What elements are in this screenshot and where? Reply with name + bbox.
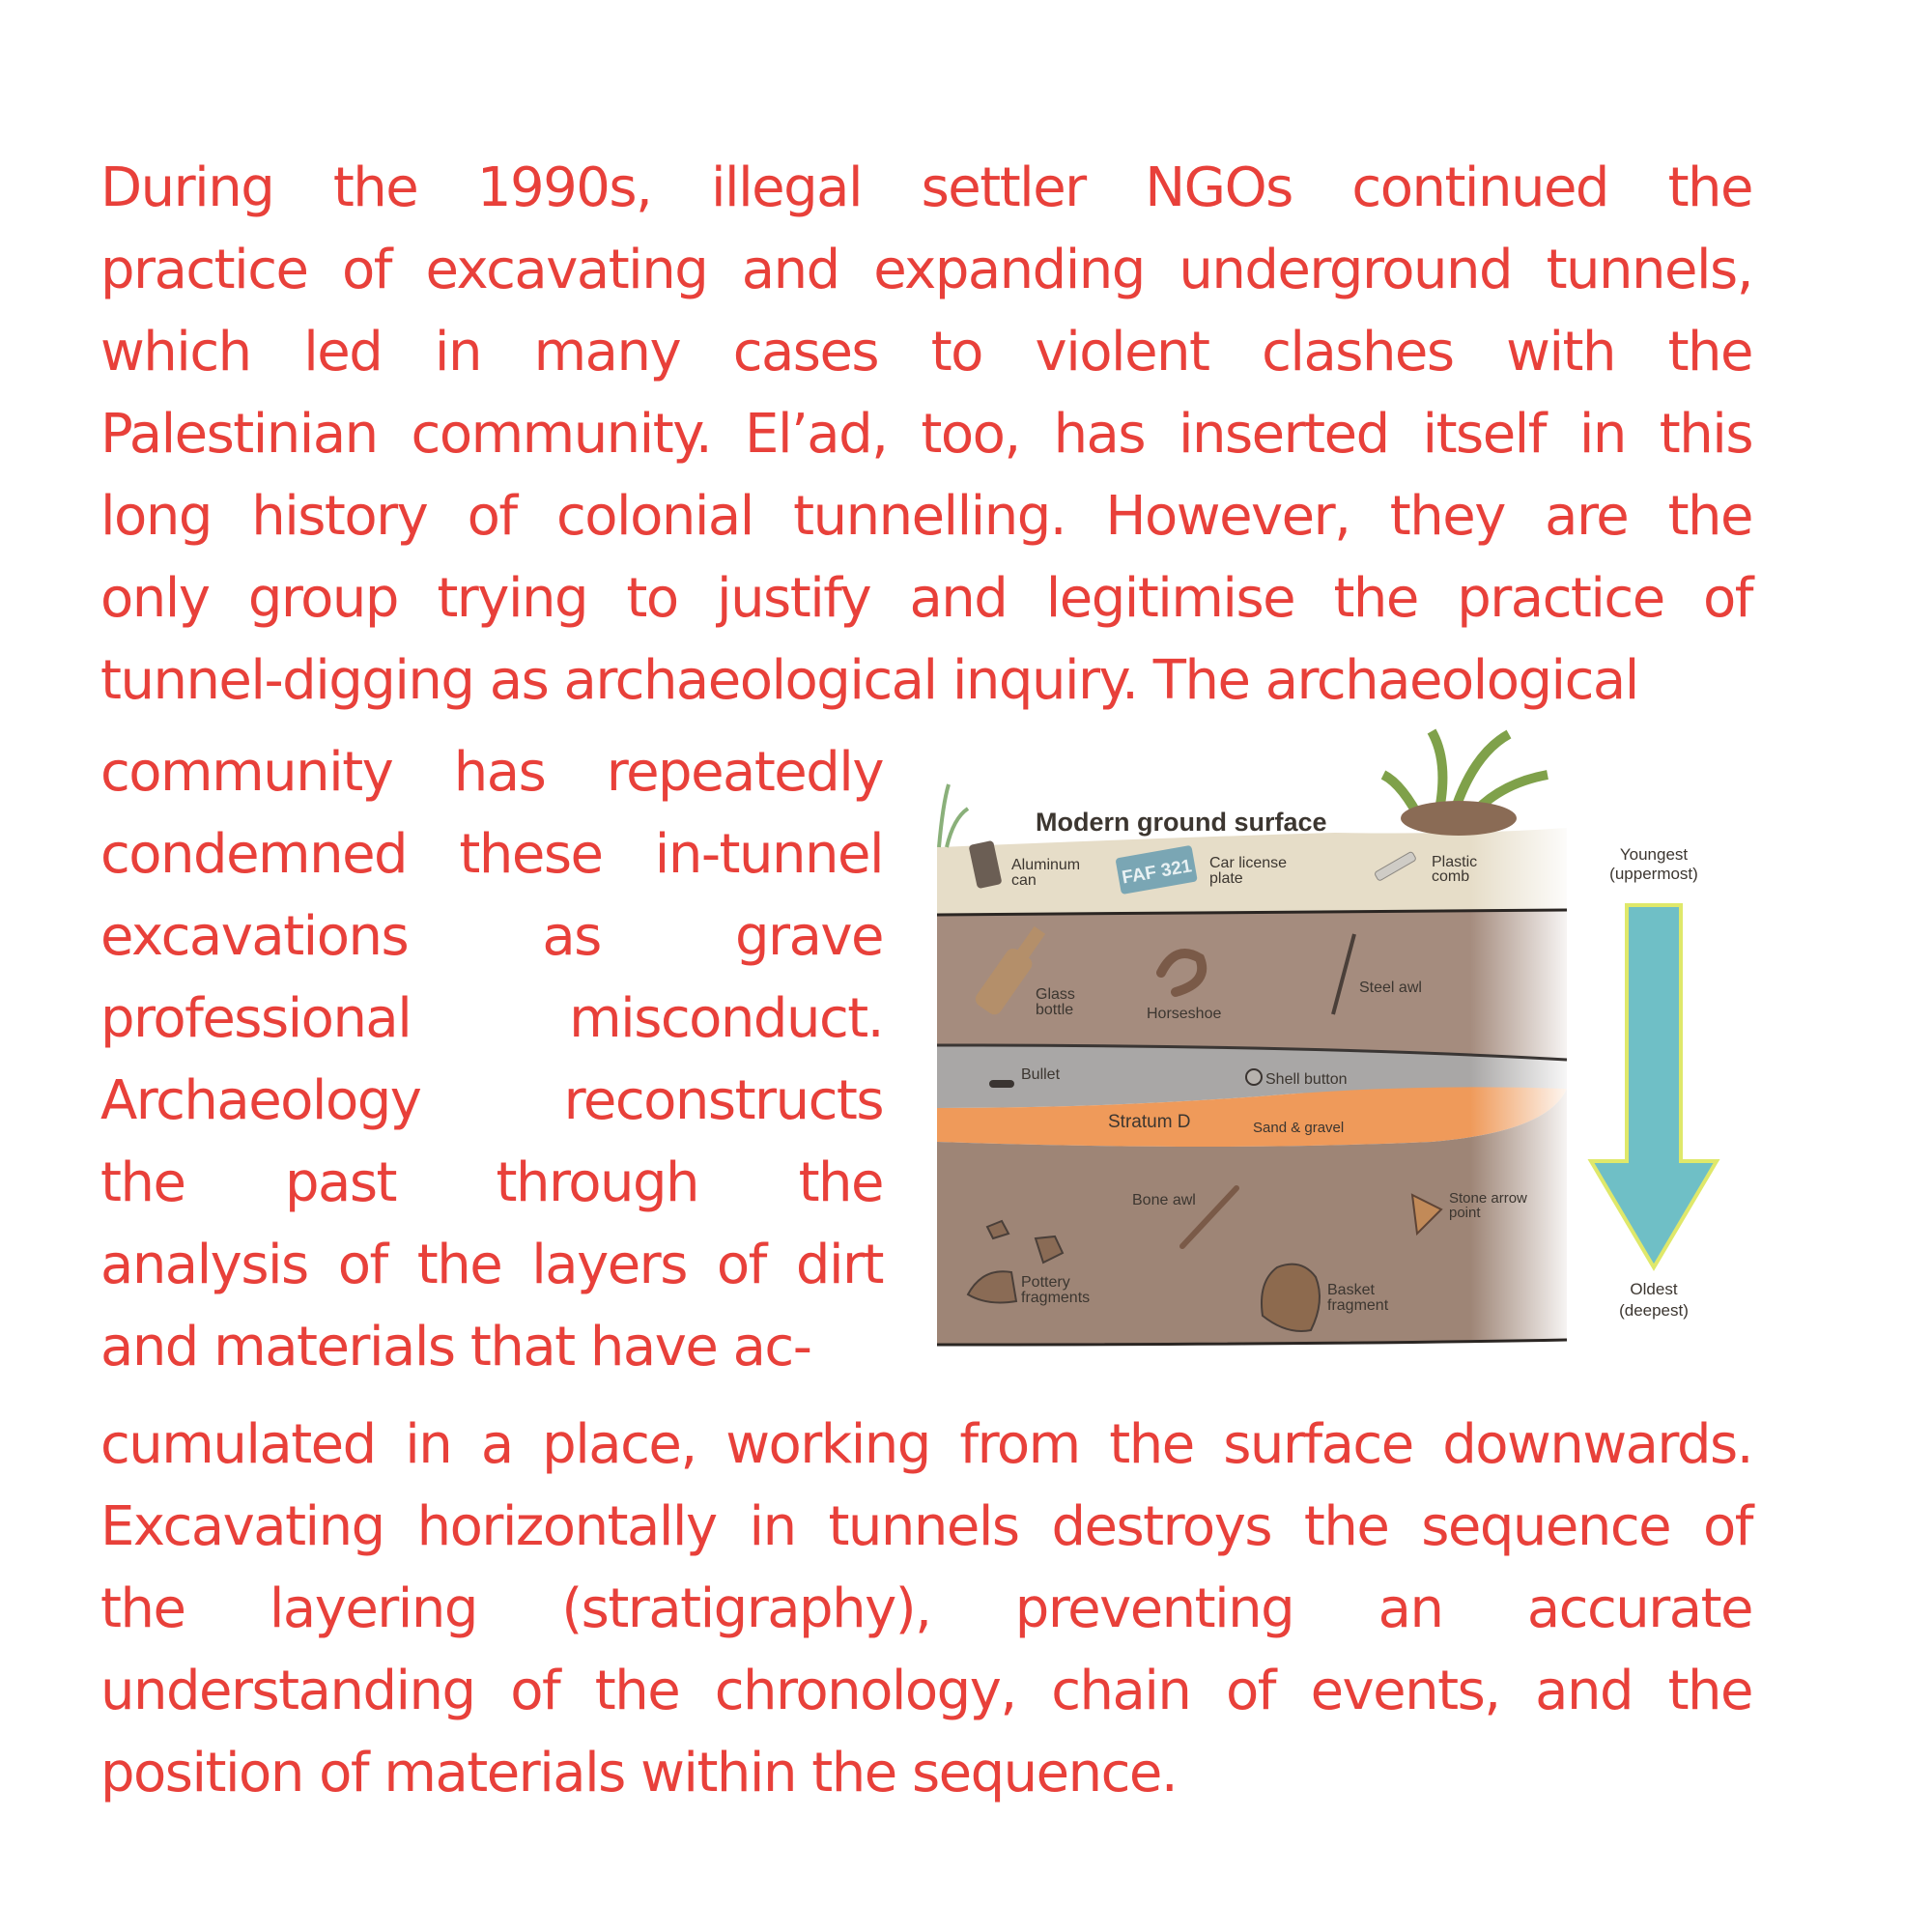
label-sand-gravel: Sand & gravel: [1253, 1120, 1345, 1136]
label-bone-awl: Bone awl: [1132, 1192, 1196, 1208]
label-oldest: Oldest: [1630, 1280, 1678, 1298]
label-deepest: (deepest): [1619, 1301, 1689, 1320]
text-line: practice of excavating and expanding underground tunnels,: [100, 239, 1752, 301]
text-line: tunnel-digging as archaeological inquiry. The archaeological: [100, 649, 1638, 712]
label-license-plate: Car license: [1209, 855, 1288, 871]
label-glass-bottle: Glass: [1036, 986, 1075, 1003]
stratigraphy-diagram: [929, 726, 1741, 1359]
label-stratum-d: Stratum D: [1108, 1112, 1191, 1132]
basket-fragment-icon: [1262, 1264, 1320, 1331]
text-line: Palestinian community. El’ad, too, has inserted itself in this: [100, 403, 1752, 466]
paragraph-top: [100, 147, 1752, 722]
text-line: the past through the: [100, 1151, 883, 1214]
label-basket-2: fragment: [1327, 1297, 1389, 1314]
label-shell-button: Shell button: [1265, 1071, 1348, 1088]
shell-button-icon: [1246, 1069, 1262, 1085]
bullet-icon: [989, 1080, 1014, 1088]
label-stone-arrow: Stone arrow: [1449, 1190, 1527, 1207]
label-bullet: Bullet: [1021, 1066, 1061, 1083]
text-line: condemned these in-tunnel: [100, 823, 883, 886]
label-glass-bottle-2: bottle: [1036, 1002, 1074, 1018]
label-license-plate-2: plate: [1209, 870, 1243, 887]
text-line: community has repeatedly: [100, 741, 883, 804]
text-line: Excavating horizontally in tunnels destroys the sequence of: [100, 1495, 1752, 1558]
text-line: and materials that have ac-: [100, 1316, 811, 1378]
label-pottery-2: fragments: [1021, 1290, 1091, 1306]
text-line: only group trying to justify and legitimise the practice of: [100, 567, 1752, 630]
text-line: which led in many cases to violent clashes with the: [100, 321, 1752, 384]
label-uppermost: (uppermost): [1609, 865, 1698, 883]
text-line: long history of colonial tunnelling. However, they are the: [100, 485, 1752, 548]
text-line: cumulated in a place, working from the surface downwards.: [100, 1413, 1752, 1476]
text-line: professional misconduct.: [100, 987, 883, 1050]
text-line: the layering (stratigraphy), preventing an accurate: [100, 1577, 1752, 1640]
label-youngest: Youngest: [1619, 845, 1689, 864]
text-line: analysis of the layers of dirt: [100, 1234, 883, 1296]
label-stone-arrow-2: point: [1449, 1205, 1481, 1221]
paragraph-bottom: [100, 1404, 1752, 1814]
paragraph-left-column: [100, 731, 883, 1388]
text-line: position of materials within the sequence.: [100, 1742, 1178, 1804]
label-basket: Basket: [1327, 1282, 1375, 1298]
label-horseshoe: Horseshoe: [1147, 1006, 1222, 1022]
text-line: understanding of the chronology, chain of events, and the: [100, 1660, 1752, 1722]
text-line: excavations as grave: [100, 905, 883, 968]
surface-title: Modern ground surface: [1036, 808, 1327, 837]
label-plastic-comb-2: comb: [1432, 868, 1470, 885]
label-aluminum-can: Aluminum: [1011, 857, 1081, 873]
label-steel-awl: Steel awl: [1359, 980, 1422, 996]
label-pottery: Pottery: [1021, 1274, 1070, 1291]
label-plastic-comb: Plastic: [1432, 854, 1478, 870]
label-aluminum-can-2: can: [1011, 872, 1037, 889]
text-line: During the 1990s, illegal settler NGOs continued the: [100, 156, 1752, 219]
text-line: Archaeology reconstructs: [100, 1069, 883, 1132]
license-plate-text: FAF 321: [1120, 856, 1194, 889]
